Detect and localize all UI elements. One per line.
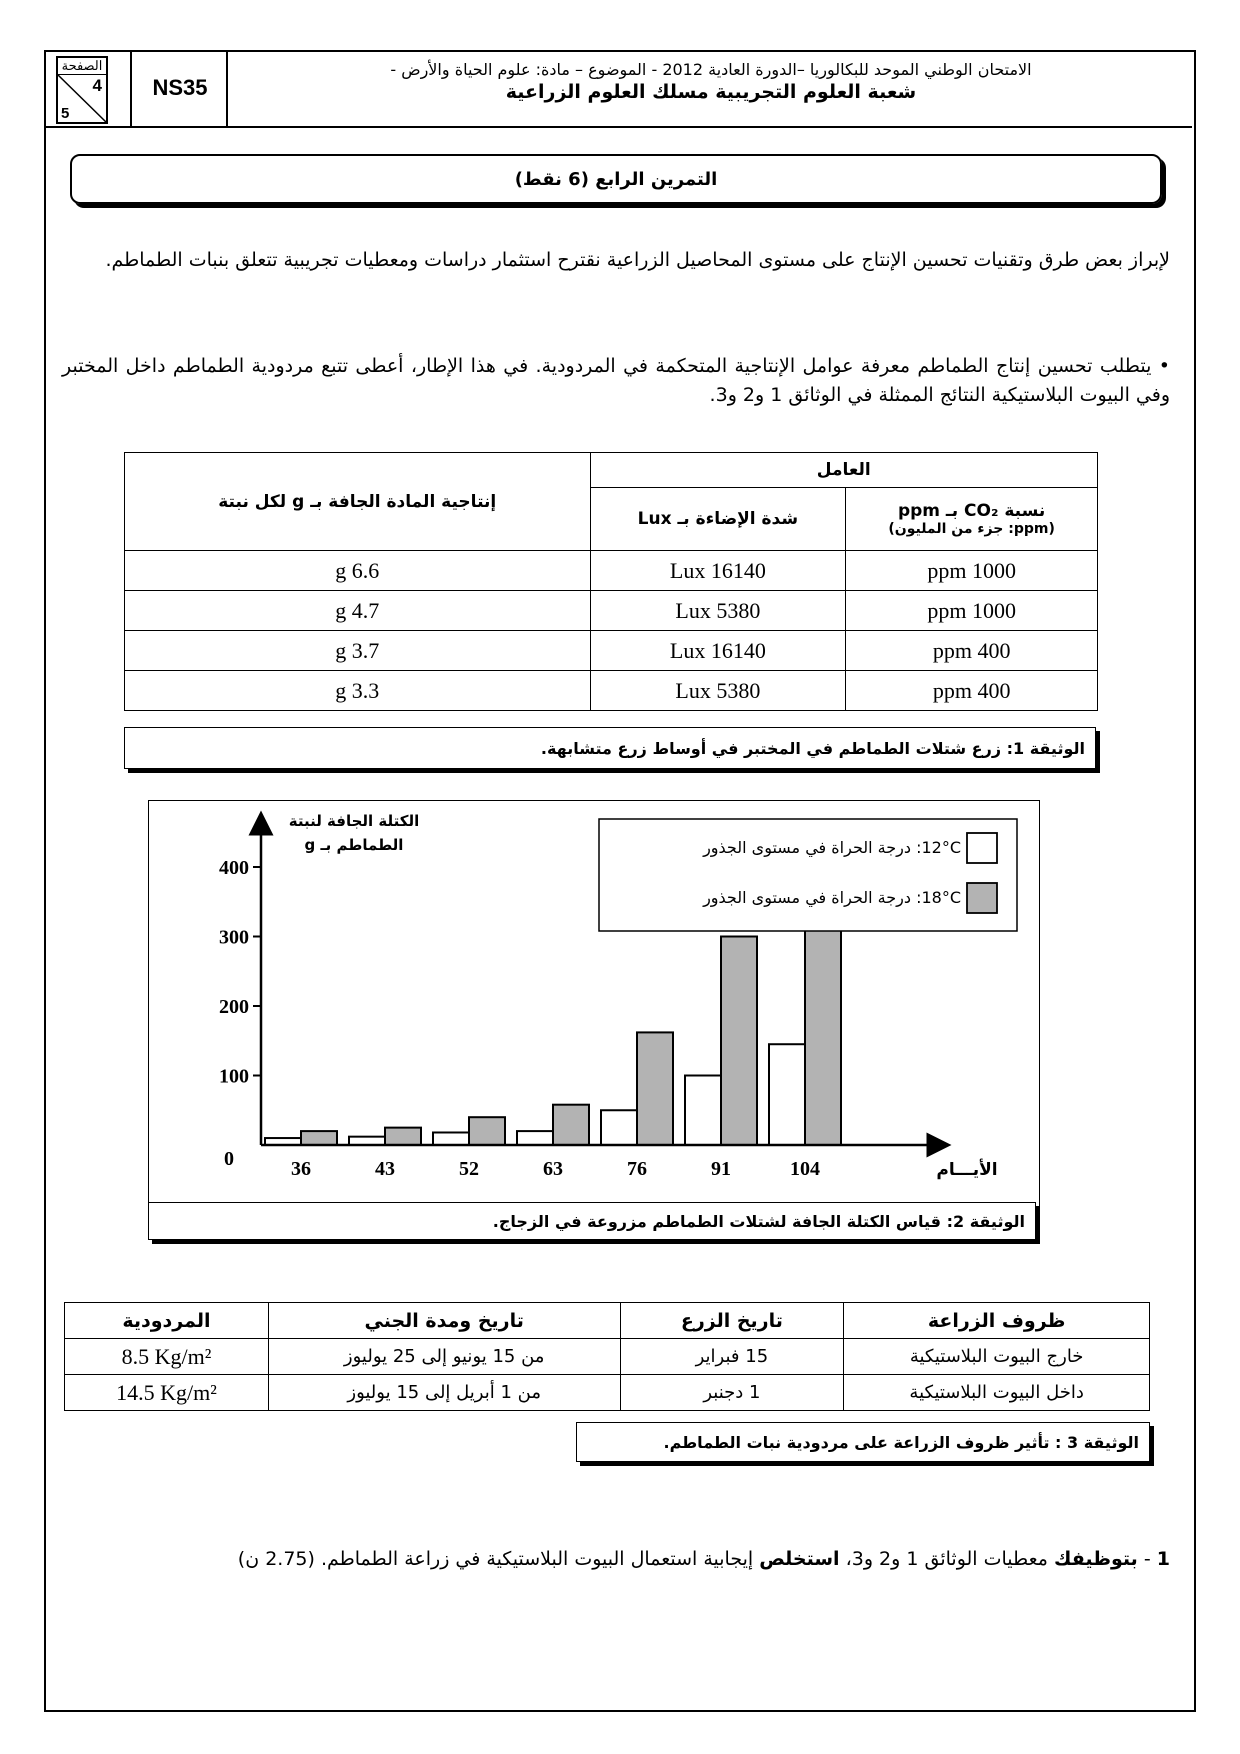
y-axis-label-wrap — [269, 809, 439, 879]
table-row — [125, 551, 1098, 591]
doc3-sowing-cell: 15 فبراير — [620, 1339, 844, 1375]
question-verb2: استخلص — [759, 1548, 840, 1570]
bar-18c-day-52 — [469, 1117, 505, 1145]
x-axis-label: الأيـــام — [936, 1160, 998, 1180]
legend-label-12c: 12°C: درجة الحراة في مستوى الجذور — [703, 838, 961, 857]
x-tick-label: 76 — [627, 1158, 647, 1180]
page-label: الصفحة — [58, 58, 106, 75]
bar-18c-day-76 — [637, 1032, 673, 1145]
bar-18c-day-91 — [721, 937, 757, 1146]
header-line1: الامتحان الوطني الموحد للبكالوريا –الدورة العادية 2012 - الموضوع – مادة: علوم الحياة والأرض - — [390, 60, 1032, 79]
doc3-header-yield: المردودية — [65, 1303, 269, 1339]
doc3-header-sowing: تاريخ الزرع — [620, 1303, 844, 1339]
doc1-light-cell: 16140 Lux — [590, 551, 846, 591]
doc1-yield-cell: 3.7 g — [125, 631, 591, 671]
bar-12c-day-91 — [685, 1076, 721, 1146]
doc1-light-cell: 16140 Lux — [590, 631, 846, 671]
doc1-co2-label: نسبة CO₂ بـ ppm — [897, 501, 1046, 521]
legend-label-18c-wrap — [611, 883, 961, 915]
doc3-header-harvest: تاريخ ومدة الجني — [268, 1303, 620, 1339]
question-number: 1 — [1156, 1548, 1170, 1570]
header-titles — [226, 50, 1194, 126]
doc3-harvest-cell: من 1 أبريل إلى 15 يوليوز — [268, 1375, 620, 1411]
page-number: 4 — [92, 76, 102, 95]
y-axis-label: الكتلة الجافة لنبتة الطماطم بـ g — [288, 812, 420, 854]
doc3-condition-cell: خارج البيوت البلاستيكية — [844, 1339, 1150, 1375]
y-tick-label: 400 — [219, 857, 249, 879]
bar-18c-day-43 — [385, 1128, 421, 1145]
bullet-paragraph: • يتطلب تحسين إنتاج الطماطم معرفة عوامل الإنتاجية المتحكمة في المردودية. في هذا الإطار، أعطى تتبع مردودية الطماطم داخل المختبر وفي البيوت البلاستيكية النتائج الممثلة في الوثائق 1 و2 و3. — [62, 355, 1170, 406]
bar-18c-day-104 — [805, 924, 841, 1145]
question-text2: إيجابية استعمال البيوت البلاستيكية في زراعة الطماطم. (2.75 ن) — [237, 1548, 760, 1570]
legend-label-18c: 18°C: درجة الحراة في مستوى الجذور — [703, 888, 961, 907]
doc3-condition-cell: داخل البيوت البلاستيكية — [844, 1375, 1150, 1411]
table-row — [125, 591, 1098, 631]
doc1-light-cell: 5380 Lux — [590, 591, 846, 631]
table-row — [65, 1339, 1150, 1375]
origin-label: 0 — [224, 1148, 234, 1170]
question-verb1: بتوظيفك — [1054, 1548, 1138, 1570]
doc1-co2-cell: 400 ppm — [846, 631, 1098, 671]
exam-header — [44, 50, 1192, 128]
table-row — [125, 631, 1098, 671]
doc1-yield-cell: 3.3 g — [125, 671, 591, 711]
legend-label-12c-wrap — [611, 833, 961, 865]
doc1-light-header: شدة الإضاءة بـ Lux — [590, 488, 846, 551]
x-tick-label: 43 — [375, 1158, 395, 1180]
legend-swatch-12c — [967, 833, 997, 863]
doc3-harvest-cell: من 15 يونيو إلى 25 يوليوز — [268, 1339, 620, 1375]
header-line2: شعبة العلوم التجريبية مسلك العلوم الزراعية — [505, 81, 917, 103]
doc1-factor-header: العامل — [590, 453, 1098, 488]
y-tick-label: 200 — [219, 996, 249, 1018]
doc1-table — [124, 452, 1098, 711]
doc1-yield-header: إنتاجية المادة الجافة بـ g لكل نبتة — [125, 453, 591, 551]
exam-code: NS35 — [130, 50, 228, 126]
question-1 — [62, 1548, 1170, 1570]
x-tick-label: 104 — [790, 1158, 820, 1180]
page-indicator — [56, 56, 108, 124]
bar-18c-day-63 — [553, 1105, 589, 1145]
legend-swatch-18c — [967, 883, 997, 913]
table-row — [65, 1375, 1150, 1411]
table-row — [125, 671, 1098, 711]
x-tick-label: 52 — [459, 1158, 479, 1180]
x-tick-label: 91 — [711, 1158, 731, 1180]
x-tick-label: 63 — [543, 1158, 563, 1180]
bar-12c-day-76 — [601, 1110, 637, 1145]
doc3-yield-cell: 14.5 Kg/m² — [65, 1375, 269, 1411]
doc2-chart-box — [148, 800, 1040, 1222]
doc3-table — [64, 1302, 1150, 1411]
doc1-yield-cell: 6.6 g — [125, 551, 591, 591]
doc2-caption: الوثيقة 2: قياس الكتلة الجافة لشتلات الطماطم مزروعة في الزجاج. — [148, 1202, 1036, 1240]
doc1-co2-cell: 1000 ppm — [846, 591, 1098, 631]
exercise-title: التمرين الرابع (6 نقط) — [70, 154, 1162, 204]
y-tick-label: 300 — [219, 926, 249, 949]
bar-12c-day-52 — [433, 1132, 469, 1145]
doc1-co2-note: (ppm: جزء من المليون) — [888, 521, 1055, 537]
doc1-caption: الوثيقة 1: زرع شتلات الطماطم في المختبر في أوساط زرع متشابهة. — [124, 727, 1096, 769]
doc3-header-condition: ظروف الزراعة — [844, 1303, 1150, 1339]
doc1-yield-cell: 4.7 g — [125, 591, 591, 631]
page-total: 5 — [61, 105, 70, 122]
bar-18c-day-36 — [301, 1131, 337, 1145]
doc2-bar-chart — [149, 801, 1039, 1221]
question-dash: - — [1137, 1548, 1157, 1570]
bar-12c-day-43 — [349, 1137, 385, 1145]
y-tick-label: 100 — [219, 1065, 249, 1088]
bar-12c-day-104 — [769, 1044, 805, 1145]
doc1-light-cell: 5380 Lux — [590, 671, 846, 711]
doc1-co2-cell: 1000 ppm — [846, 551, 1098, 591]
doc3-yield-cell: 8.5 Kg/m² — [65, 1339, 269, 1375]
doc1-co2-cell: 400 ppm — [846, 671, 1098, 711]
doc3-caption: الوثيقة 3 : تأثير ظروف الزراعة على مردودية نبات الطماطم. — [576, 1422, 1150, 1462]
doc1-co2-header — [846, 488, 1098, 551]
doc3-sowing-cell: 1 دجنبر — [620, 1375, 844, 1411]
bar-12c-day-63 — [517, 1131, 553, 1145]
question-text1: معطيات الوثائق 1 و2 و3، — [839, 1548, 1054, 1570]
x-tick-label: 36 — [291, 1158, 311, 1180]
intro-paragraph: لإبراز بعض طرق وتقنيات تحسين الإنتاج على مستوى المحاصيل الزراعية نقترح استثمار دراسات ومعطيات تجريبية تتعلق بنبات الطماطم. — [105, 249, 1170, 271]
